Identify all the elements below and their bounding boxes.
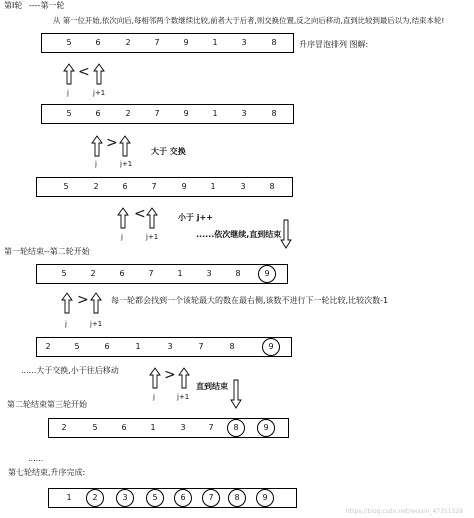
- greater-swap-label: 大于 交换: [151, 147, 186, 156]
- continue-label: ......依次继续,直到结束: [196, 230, 282, 239]
- array-cell-final: 7: [203, 489, 219, 507]
- j-label: j: [67, 89, 69, 97]
- array-cell: 6: [121, 423, 127, 432]
- array-cell: 7: [154, 38, 160, 47]
- array-cell: 1: [66, 493, 72, 502]
- up-arrow-icon: [94, 64, 104, 84]
- up-arrow-icon: [150, 368, 160, 388]
- up-arrow-icon: [91, 293, 101, 313]
- j-label: j: [121, 233, 123, 241]
- array-cell: 6: [104, 342, 110, 351]
- array-cell: 5: [61, 269, 67, 278]
- array-cell-final: 2: [87, 489, 103, 507]
- array-cell: 8: [235, 269, 241, 278]
- up-arrow-icon: [147, 208, 157, 228]
- array-cell: 6: [119, 269, 125, 278]
- j-label: j: [95, 160, 97, 168]
- down-arrow-icon: [231, 380, 241, 408]
- watermark: https://blog.csdn.net/weixin_47351528: [346, 508, 464, 515]
- round-one-end-label: 第一轮结束--第二轮开始: [4, 247, 90, 256]
- array-cell: 3: [167, 342, 173, 351]
- j-plus-one-label: j+1: [93, 89, 106, 97]
- array-cell-final: 9: [257, 489, 273, 507]
- array-cell: 3: [206, 269, 212, 278]
- intro-description: 从 第一位开始,依次向后,每相邻两个数继续比较,前者大于后者,则交换位置,反之向后移动,直到比较到最后以为,结束本轮!: [53, 16, 445, 25]
- j-plus-one-label: j+1: [120, 160, 133, 168]
- array-cell: 9: [183, 109, 189, 118]
- round-seven-end-label: 第七轮结束,升序完成:: [8, 468, 86, 477]
- array-cell: 1: [212, 38, 218, 47]
- j-plus-one-label: j+1: [90, 320, 103, 328]
- array-cell: 8: [229, 342, 235, 351]
- array-cell: 3: [180, 423, 186, 432]
- round-one-heading: ----第一轮: [29, 1, 65, 10]
- array-cell: 5: [74, 342, 80, 351]
- ellipsis-text: ......: [28, 454, 44, 463]
- j-label: j: [65, 320, 67, 328]
- less-than-symbol: <: [134, 206, 146, 222]
- j-plus-one-label: j+1: [146, 233, 159, 241]
- array-cell: 5: [63, 182, 69, 191]
- down-arrow-icon: [281, 220, 291, 248]
- array-cell: 2: [45, 342, 51, 351]
- ascending-title: 升序冒泡排列 图解:: [299, 40, 369, 49]
- array-cell: 3: [241, 38, 247, 47]
- max-right-note: 每一轮都会找到一个该轮最大的数在最右侧,该数不进行下一轮比较,比较次数-1: [111, 296, 389, 305]
- up-arrow-icon: [179, 368, 189, 388]
- array-cell: 5: [66, 109, 72, 118]
- up-arrow-icon: [118, 208, 128, 228]
- j-label: j: [153, 393, 155, 401]
- array-cell: 5: [92, 423, 98, 432]
- array-cell: 6: [95, 109, 101, 118]
- array-cell: 8: [271, 109, 277, 118]
- array-cell: 7: [208, 423, 214, 432]
- array-cell-final: 9: [258, 419, 274, 437]
- up-arrow-icon: [120, 136, 130, 156]
- array-cell: 7: [148, 269, 154, 278]
- less-than-symbol: <: [78, 64, 90, 80]
- up-arrow-icon: [62, 293, 72, 313]
- array-cell-final: 9: [259, 265, 275, 283]
- array-cell: 9: [181, 182, 187, 191]
- greater-than-symbol: >: [164, 367, 176, 383]
- array-cell: 6: [95, 38, 101, 47]
- round-heading: 第I轮: [4, 1, 23, 10]
- array-cell: 3: [240, 182, 246, 191]
- less-jpp-label: 小于 j++: [178, 213, 213, 222]
- round-two-end-label: 第二轮结束第三轮开始: [7, 400, 87, 409]
- j-plus-one-label: j+1: [177, 393, 190, 401]
- greater-than-symbol: >: [106, 135, 118, 151]
- up-arrow-icon: [92, 136, 102, 156]
- swap-move-note: ......大于交换,小于往后移动: [21, 366, 119, 375]
- array-cell: 9: [183, 38, 189, 47]
- array-cell: 1: [177, 269, 183, 278]
- array-cell: 8: [269, 182, 275, 191]
- until-end-label: 直到结束: [196, 382, 228, 391]
- up-arrow-icon: [64, 64, 74, 84]
- array-cell: 5: [66, 38, 72, 47]
- array-cell-final: 3: [117, 489, 133, 507]
- array-cell: 3: [241, 109, 247, 118]
- array-cell: 7: [151, 182, 157, 191]
- array-cell-final: 6: [175, 489, 191, 507]
- array-cell: 7: [198, 342, 204, 351]
- array-cell: 1: [150, 423, 156, 432]
- array-cell-final: 8: [228, 419, 244, 437]
- greater-than-symbol: >: [77, 292, 89, 308]
- array-cell: 8: [271, 38, 277, 47]
- array-cell: 2: [125, 109, 131, 118]
- array-cell: 1: [135, 342, 141, 351]
- array-cell: 1: [212, 109, 218, 118]
- array-cell: 2: [93, 182, 99, 191]
- array-cell-final: 8: [229, 489, 245, 507]
- array-cell-final: 9: [263, 338, 279, 356]
- array-cell-final: 5: [147, 489, 163, 507]
- array-cell: 2: [90, 269, 96, 278]
- array-cell: 2: [125, 38, 131, 47]
- array-cell: 7: [154, 109, 160, 118]
- array-cell: 2: [61, 423, 67, 432]
- array-cell: 6: [122, 182, 128, 191]
- array-cell: 1: [210, 182, 216, 191]
